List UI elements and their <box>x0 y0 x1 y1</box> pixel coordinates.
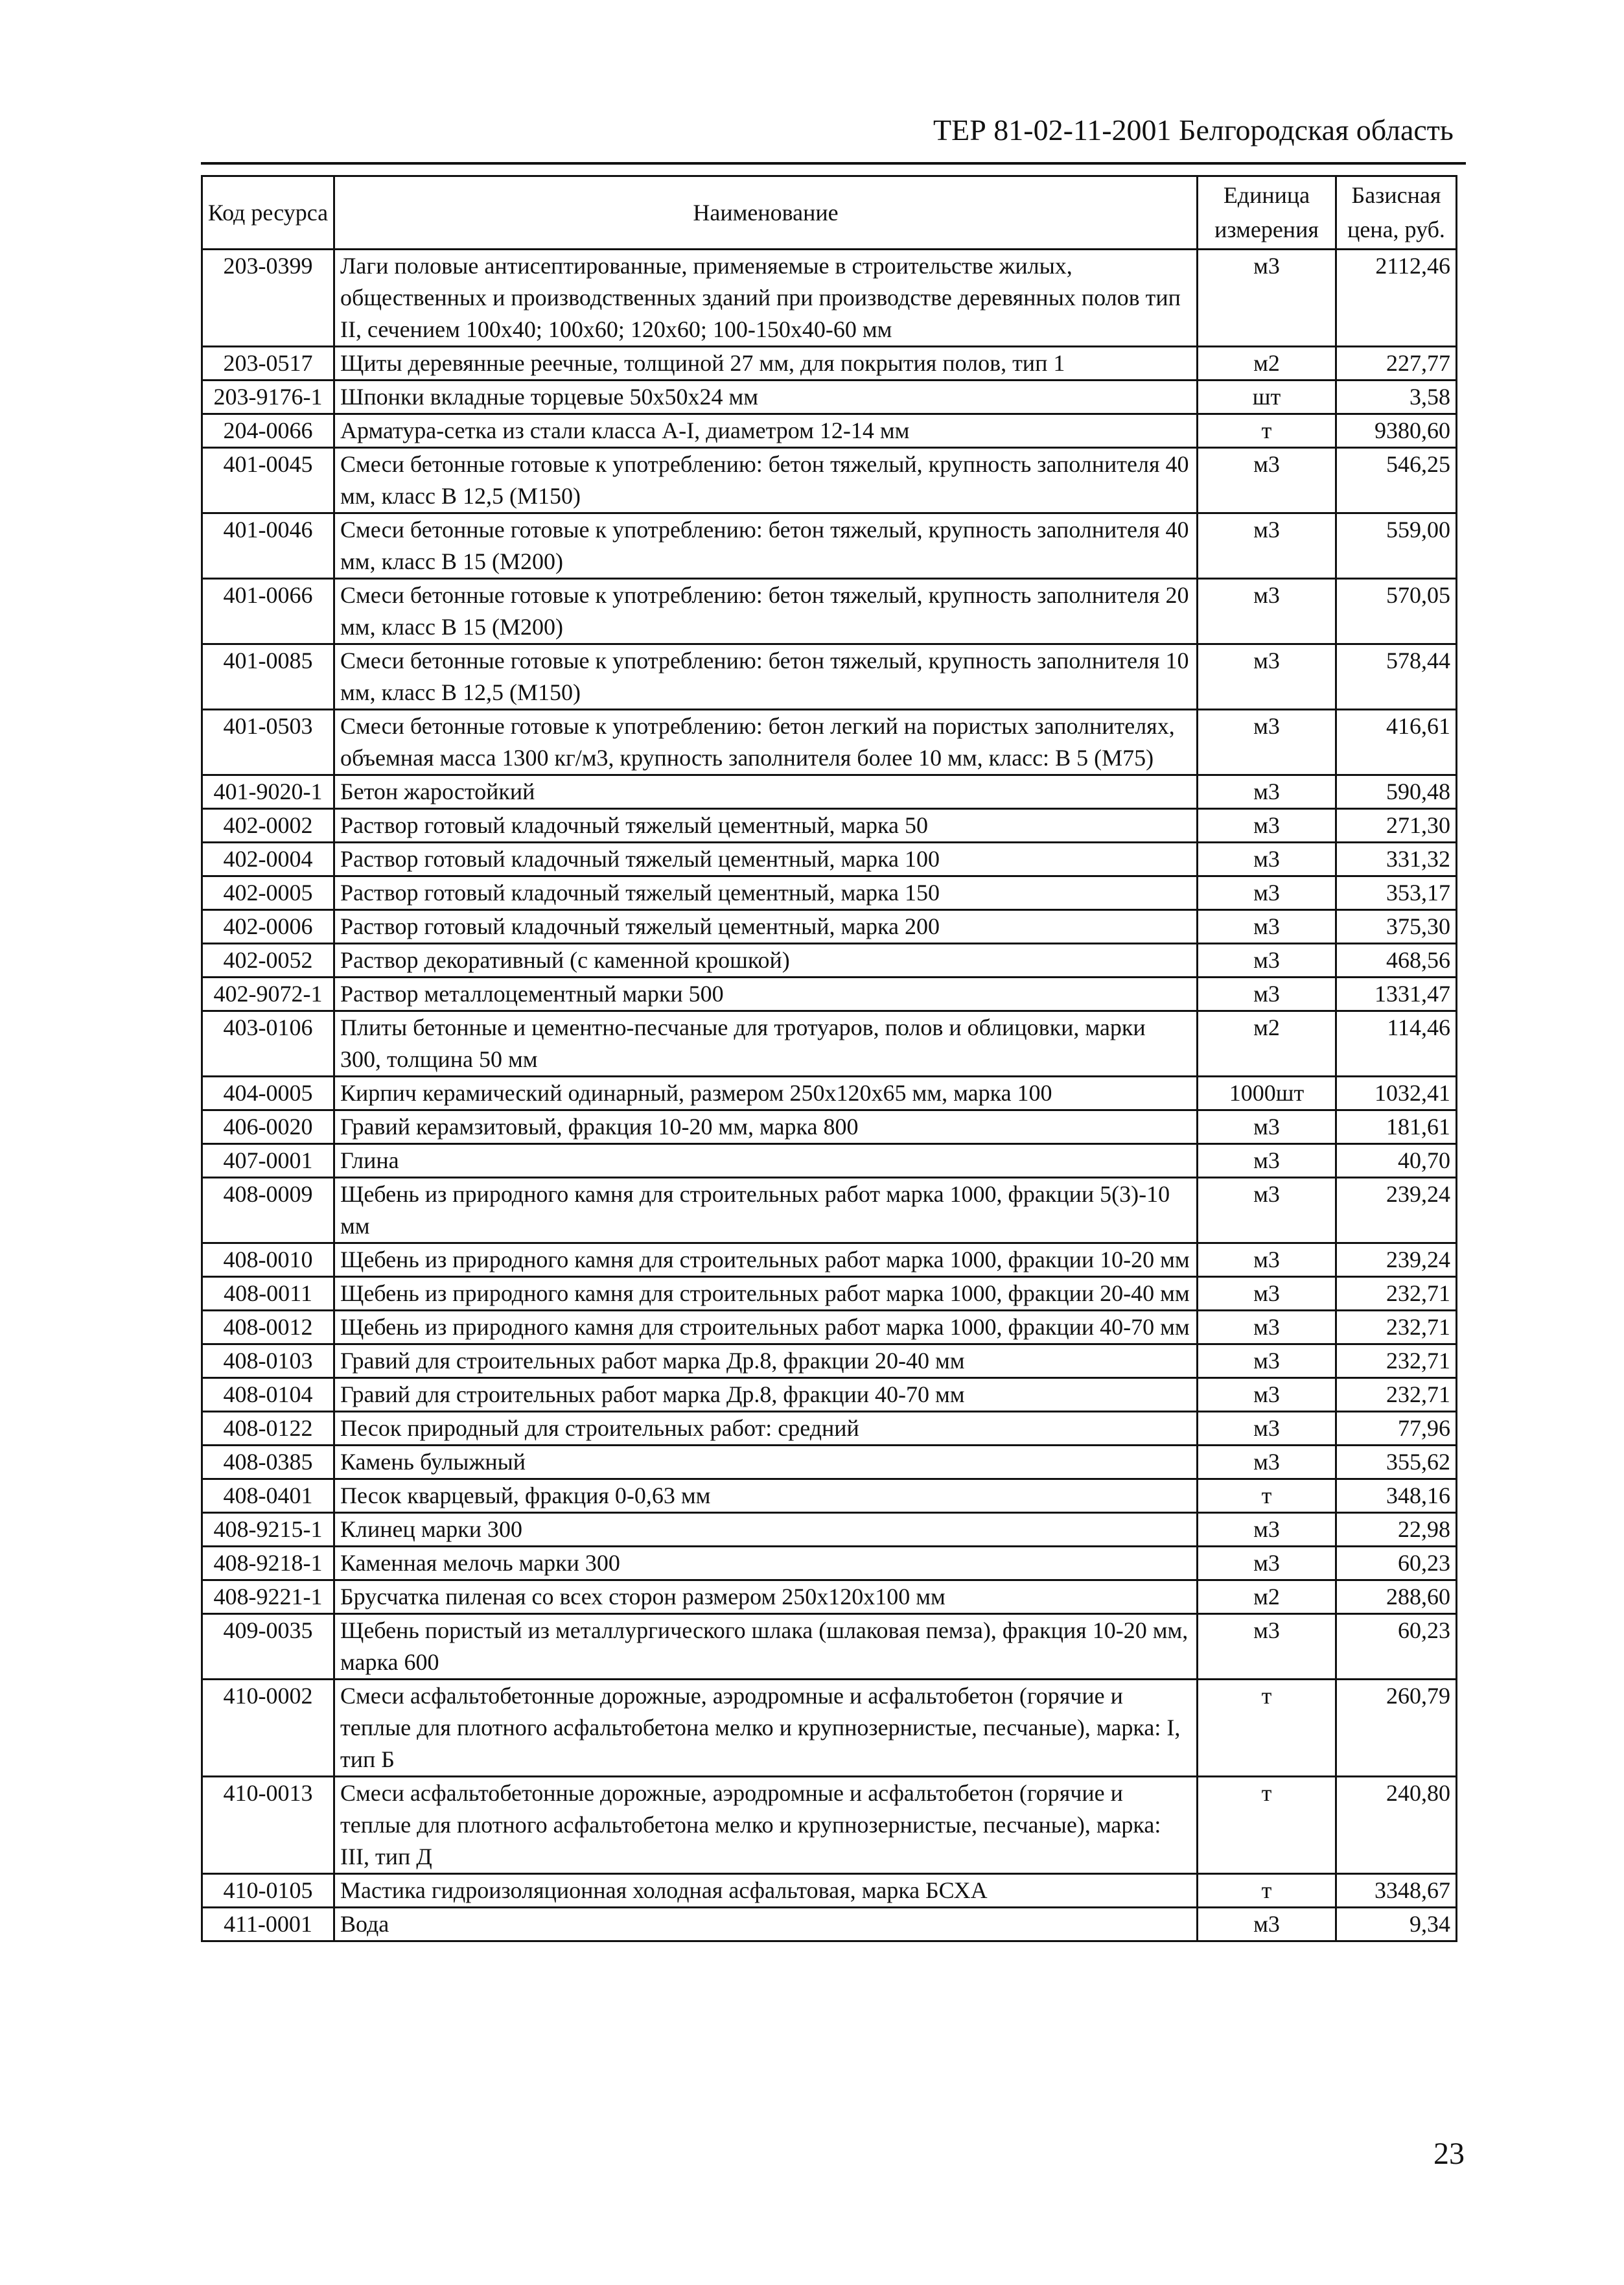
table-row <box>202 710 1457 775</box>
table-row <box>202 809 1457 843</box>
resource-name: Смеси бетонные готовые к употреблению: бетон тяжелый, крупность заполнителя 10 мм, класс В 12,5 (М150) <box>334 644 1198 710</box>
unit-of-measure: м3 <box>1198 1547 1336 1580</box>
resource-code: 403-0106 <box>202 1011 334 1077</box>
resource-name: Шпонки вкладные торцевые 50х50х24 мм <box>334 381 1198 414</box>
base-price: 40,70 <box>1336 1144 1457 1178</box>
resource-code: 408-9221-1 <box>202 1580 334 1614</box>
table-row <box>202 910 1457 944</box>
table-row <box>202 1144 1457 1178</box>
table-row <box>202 1580 1457 1614</box>
unit-of-measure: м2 <box>1198 347 1336 381</box>
base-price: 240,80 <box>1336 1777 1457 1874</box>
base-price: 1032,41 <box>1336 1077 1457 1110</box>
resource-code: 408-0385 <box>202 1446 334 1479</box>
resource-name: Раствор готовый кладочный тяжелый цементный, марка 50 <box>334 809 1198 843</box>
unit-of-measure: м3 <box>1198 775 1336 809</box>
resource-code: 411-0001 <box>202 1908 334 1941</box>
column-header-price: Базисная цена, руб. <box>1336 176 1457 250</box>
table-row <box>202 1378 1457 1412</box>
resource-name: Гравий керамзитовый, фракция 10-20 мм, марка 800 <box>334 1110 1198 1144</box>
resource-name: Смеси асфальтобетонные дорожные, аэродромные и асфальтобетон (горячие и теплые для плотного асфальтобетона мелко и крупнозернистые, песчаные), марка: III, тип Д <box>334 1777 1198 1874</box>
unit-of-measure: м3 <box>1198 513 1336 579</box>
unit-of-measure: м3 <box>1198 1344 1336 1378</box>
resource-name: Смеси бетонные готовые к употреблению: бетон легкий на пористых заполнителях, объемная масса 1300 кг/м3, крупность заполнителя более 10 мм, класс: В 5 (М75) <box>334 710 1198 775</box>
resource-code: 408-0104 <box>202 1378 334 1412</box>
base-price: 239,24 <box>1336 1243 1457 1277</box>
resource-code: 401-0046 <box>202 513 334 579</box>
table-row <box>202 1277 1457 1311</box>
base-price: 570,05 <box>1336 579 1457 644</box>
table-row <box>202 1614 1457 1680</box>
base-price: 331,32 <box>1336 843 1457 876</box>
base-price: 232,71 <box>1336 1277 1457 1311</box>
base-price: 77,96 <box>1336 1412 1457 1446</box>
resource-name: Щебень пористый из металлургического шлака (шлаковая пемза), фракция 10-20 мм, марка 600 <box>334 1614 1198 1680</box>
table-row <box>202 1777 1457 1874</box>
unit-of-measure: м3 <box>1198 1178 1336 1243</box>
unit-of-measure: м3 <box>1198 1446 1336 1479</box>
resource-name: Щебень из природного камня для строительных работ марка 1000, фракции 10-20 мм <box>334 1243 1198 1277</box>
unit-of-measure: 1000шт <box>1198 1077 1336 1110</box>
base-price: 60,23 <box>1336 1547 1457 1580</box>
resource-name: Мастика гидроизоляционная холодная асфальтовая, марка БСХА <box>334 1874 1198 1908</box>
resource-code: 402-9072-1 <box>202 978 334 1011</box>
table-row <box>202 1446 1457 1479</box>
unit-of-measure: м3 <box>1198 1311 1336 1344</box>
base-price: 288,60 <box>1336 1580 1457 1614</box>
unit-of-measure: шт <box>1198 381 1336 414</box>
resource-name: Кирпич керамический одинарный, размером 250х120х65 мм, марка 100 <box>334 1077 1198 1110</box>
base-price: 9,34 <box>1336 1908 1457 1941</box>
resource-code: 402-0006 <box>202 910 334 944</box>
resource-code: 401-0066 <box>202 579 334 644</box>
base-price: 348,16 <box>1336 1479 1457 1513</box>
resource-code: 408-0122 <box>202 1412 334 1446</box>
base-price: 60,23 <box>1336 1614 1457 1680</box>
resource-code: 401-0085 <box>202 644 334 710</box>
table-row <box>202 513 1457 579</box>
table-row <box>202 250 1457 347</box>
resource-name: Камень булыжный <box>334 1446 1198 1479</box>
unit-of-measure: м3 <box>1198 1144 1336 1178</box>
unit-of-measure: м3 <box>1198 1513 1336 1547</box>
resource-code: 203-0517 <box>202 347 334 381</box>
base-price: 355,62 <box>1336 1446 1457 1479</box>
resource-name: Смеси бетонные готовые к употреблению: бетон тяжелый, крупность заполнителя 40 мм, класс В 15 (М200) <box>334 513 1198 579</box>
table-row <box>202 843 1457 876</box>
unit-of-measure: м3 <box>1198 843 1336 876</box>
base-price: 559,00 <box>1336 513 1457 579</box>
base-price: 468,56 <box>1336 944 1457 978</box>
table-row <box>202 1344 1457 1378</box>
table-row <box>202 347 1457 381</box>
resource-code: 408-0011 <box>202 1277 334 1311</box>
resource-name: Клинец марки 300 <box>334 1513 1198 1547</box>
unit-of-measure: м3 <box>1198 1243 1336 1277</box>
unit-of-measure: м3 <box>1198 1277 1336 1311</box>
resource-name: Вода <box>334 1908 1198 1941</box>
resource-code: 407-0001 <box>202 1144 334 1178</box>
resource-code: 408-0103 <box>202 1344 334 1378</box>
unit-of-measure: м3 <box>1198 944 1336 978</box>
base-price: 260,79 <box>1336 1680 1457 1777</box>
resource-name: Щебень из природного камня для строительных работ марка 1000, фракции 20-40 мм <box>334 1277 1198 1311</box>
base-price: 232,71 <box>1336 1378 1457 1412</box>
unit-of-measure: м3 <box>1198 1378 1336 1412</box>
table-row <box>202 1178 1457 1243</box>
base-price: 181,61 <box>1336 1110 1457 1144</box>
unit-of-measure: м3 <box>1198 710 1336 775</box>
table-row <box>202 1243 1457 1277</box>
resource-code: 401-0045 <box>202 448 334 513</box>
base-price: 227,77 <box>1336 347 1457 381</box>
resource-code: 406-0020 <box>202 1110 334 1144</box>
base-price: 578,44 <box>1336 644 1457 710</box>
base-price: 9380,60 <box>1336 414 1457 448</box>
table-body <box>202 250 1457 1941</box>
unit-of-measure: м3 <box>1198 1110 1336 1144</box>
unit-of-measure: т <box>1198 1479 1336 1513</box>
table-row <box>202 1513 1457 1547</box>
unit-of-measure: т <box>1198 414 1336 448</box>
resource-name: Гравий для строительных работ марка Др.8, фракции 40-70 мм <box>334 1378 1198 1412</box>
resource-name: Арматура-сетка из стали класса А-I, диаметром 12-14 мм <box>334 414 1198 448</box>
resource-name: Смеси бетонные готовые к употреблению: бетон тяжелый, крупность заполнителя 20 мм, класс В 15 (М200) <box>334 579 1198 644</box>
resource-name: Песок природный для строительных работ: средний <box>334 1412 1198 1446</box>
base-price: 416,61 <box>1336 710 1457 775</box>
resource-name: Гравий для строительных работ марка Др.8, фракции 20-40 мм <box>334 1344 1198 1378</box>
resource-name: Смеси бетонные готовые к употреблению: бетон тяжелый, крупность заполнителя 40 мм, класс В 12,5 (М150) <box>334 448 1198 513</box>
resource-name: Смеси асфальтобетонные дорожные, аэродромные и асфальтобетон (горячие и теплые для плотного асфальтобетона мелко и крупнозернистые, песчаные), марка: I, тип Б <box>334 1680 1198 1777</box>
resource-name: Раствор готовый кладочный тяжелый цементный, марка 200 <box>334 910 1198 944</box>
base-price: 546,25 <box>1336 448 1457 513</box>
table-row <box>202 1011 1457 1077</box>
table-row <box>202 978 1457 1011</box>
base-price: 3348,67 <box>1336 1874 1457 1908</box>
resource-code: 410-0002 <box>202 1680 334 1777</box>
column-header-unit: Единица измерения <box>1198 176 1336 250</box>
resource-code: 408-0009 <box>202 1178 334 1243</box>
table-row <box>202 448 1457 513</box>
resource-name: Лаги половые антисептированные, применяемые в строительстве жилых, общественных и производственных зданий при производстве деревянных полов тип II, сечением 100х40; 100х60; 120х60; 100-150х40-60 мм <box>334 250 1198 347</box>
table-row <box>202 944 1457 978</box>
base-price: 353,17 <box>1336 876 1457 910</box>
page-number: 23 <box>1433 2137 1465 2171</box>
base-price: 590,48 <box>1336 775 1457 809</box>
resource-price-table <box>201 175 1457 1942</box>
unit-of-measure: м3 <box>1198 910 1336 944</box>
resource-code: 408-0012 <box>202 1311 334 1344</box>
resource-name: Раствор готовый кладочный тяжелый цементный, марка 150 <box>334 876 1198 910</box>
unit-of-measure: м3 <box>1198 448 1336 513</box>
unit-of-measure: м3 <box>1198 1412 1336 1446</box>
unit-of-measure: м3 <box>1198 978 1336 1011</box>
resource-code: 408-9218-1 <box>202 1547 334 1580</box>
resource-code: 402-0002 <box>202 809 334 843</box>
resource-code: 203-9176-1 <box>202 381 334 414</box>
table-row <box>202 1077 1457 1110</box>
resource-name: Раствор металлоцементный марки 500 <box>334 978 1198 1011</box>
base-price: 2112,46 <box>1336 250 1457 347</box>
table-row <box>202 1110 1457 1144</box>
resource-code: 404-0005 <box>202 1077 334 1110</box>
resource-name: Песок кварцевый, фракция 0-0,63 мм <box>334 1479 1198 1513</box>
table-row <box>202 579 1457 644</box>
unit-of-measure: м3 <box>1198 250 1336 347</box>
base-price: 271,30 <box>1336 809 1457 843</box>
table-row <box>202 1479 1457 1513</box>
unit-of-measure: м3 <box>1198 579 1336 644</box>
column-header-code: Код ресурса <box>202 176 334 250</box>
base-price: 232,71 <box>1336 1311 1457 1344</box>
base-price: 239,24 <box>1336 1178 1457 1243</box>
resource-name: Бетон жаростойкий <box>334 775 1198 809</box>
document-header: ТЕР 81-02-11-2001 Белгородская область <box>933 113 1454 146</box>
resource-code: 408-0010 <box>202 1243 334 1277</box>
resource-name: Брусчатка пиленая со всех сторон размером 250х120х100 мм <box>334 1580 1198 1614</box>
table-header-row <box>202 176 1457 250</box>
table-row <box>202 381 1457 414</box>
resource-name: Щебень из природного камня для строительных работ марка 1000, фракции 5(3)-10 мм <box>334 1178 1198 1243</box>
table-row <box>202 876 1457 910</box>
base-price: 114,46 <box>1336 1011 1457 1077</box>
base-price: 22,98 <box>1336 1513 1457 1547</box>
resource-code: 401-9020-1 <box>202 775 334 809</box>
header-rule <box>201 162 1466 165</box>
resource-name: Щиты деревянные реечные, толщиной 27 мм, для покрытия полов, тип 1 <box>334 347 1198 381</box>
base-price: 1331,47 <box>1336 978 1457 1011</box>
resource-name: Плиты бетонные и цементно-песчаные для тротуаров, полов и облицовки, марки 300, толщина 50 мм <box>334 1011 1198 1077</box>
table-row <box>202 1412 1457 1446</box>
unit-of-measure: т <box>1198 1874 1336 1908</box>
resource-name: Каменная мелочь марки 300 <box>334 1547 1198 1580</box>
unit-of-measure: т <box>1198 1680 1336 1777</box>
unit-of-measure: м3 <box>1198 1614 1336 1680</box>
unit-of-measure: м3 <box>1198 1908 1336 1941</box>
resource-name: Щебень из природного камня для строительных работ марка 1000, фракции 40-70 мм <box>334 1311 1198 1344</box>
base-price: 232,71 <box>1336 1344 1457 1378</box>
table-row <box>202 1908 1457 1941</box>
resource-code: 409-0035 <box>202 1614 334 1680</box>
table-row <box>202 1874 1457 1908</box>
unit-of-measure: т <box>1198 1777 1336 1874</box>
table-row <box>202 1680 1457 1777</box>
base-price: 375,30 <box>1336 910 1457 944</box>
resource-name: Раствор готовый кладочный тяжелый цементный, марка 100 <box>334 843 1198 876</box>
column-header-name: Наименование <box>334 176 1198 250</box>
table-row <box>202 1547 1457 1580</box>
resource-code: 402-0004 <box>202 843 334 876</box>
resource-name: Глина <box>334 1144 1198 1178</box>
unit-of-measure: м2 <box>1198 1011 1336 1077</box>
resource-code: 410-0013 <box>202 1777 334 1874</box>
resource-code: 401-0503 <box>202 710 334 775</box>
table-row <box>202 1311 1457 1344</box>
resource-code: 204-0066 <box>202 414 334 448</box>
resource-code: 402-0005 <box>202 876 334 910</box>
table-row <box>202 414 1457 448</box>
table-row <box>202 644 1457 710</box>
base-price: 3,58 <box>1336 381 1457 414</box>
unit-of-measure: м2 <box>1198 1580 1336 1614</box>
unit-of-measure: м3 <box>1198 644 1336 710</box>
resource-code: 402-0052 <box>202 944 334 978</box>
table-row <box>202 775 1457 809</box>
resource-name: Раствор декоративный (с каменной крошкой) <box>334 944 1198 978</box>
resource-code: 410-0105 <box>202 1874 334 1908</box>
resource-code: 203-0399 <box>202 250 334 347</box>
unit-of-measure: м3 <box>1198 876 1336 910</box>
unit-of-measure: м3 <box>1198 809 1336 843</box>
resource-code: 408-0401 <box>202 1479 334 1513</box>
resource-code: 408-9215-1 <box>202 1513 334 1547</box>
